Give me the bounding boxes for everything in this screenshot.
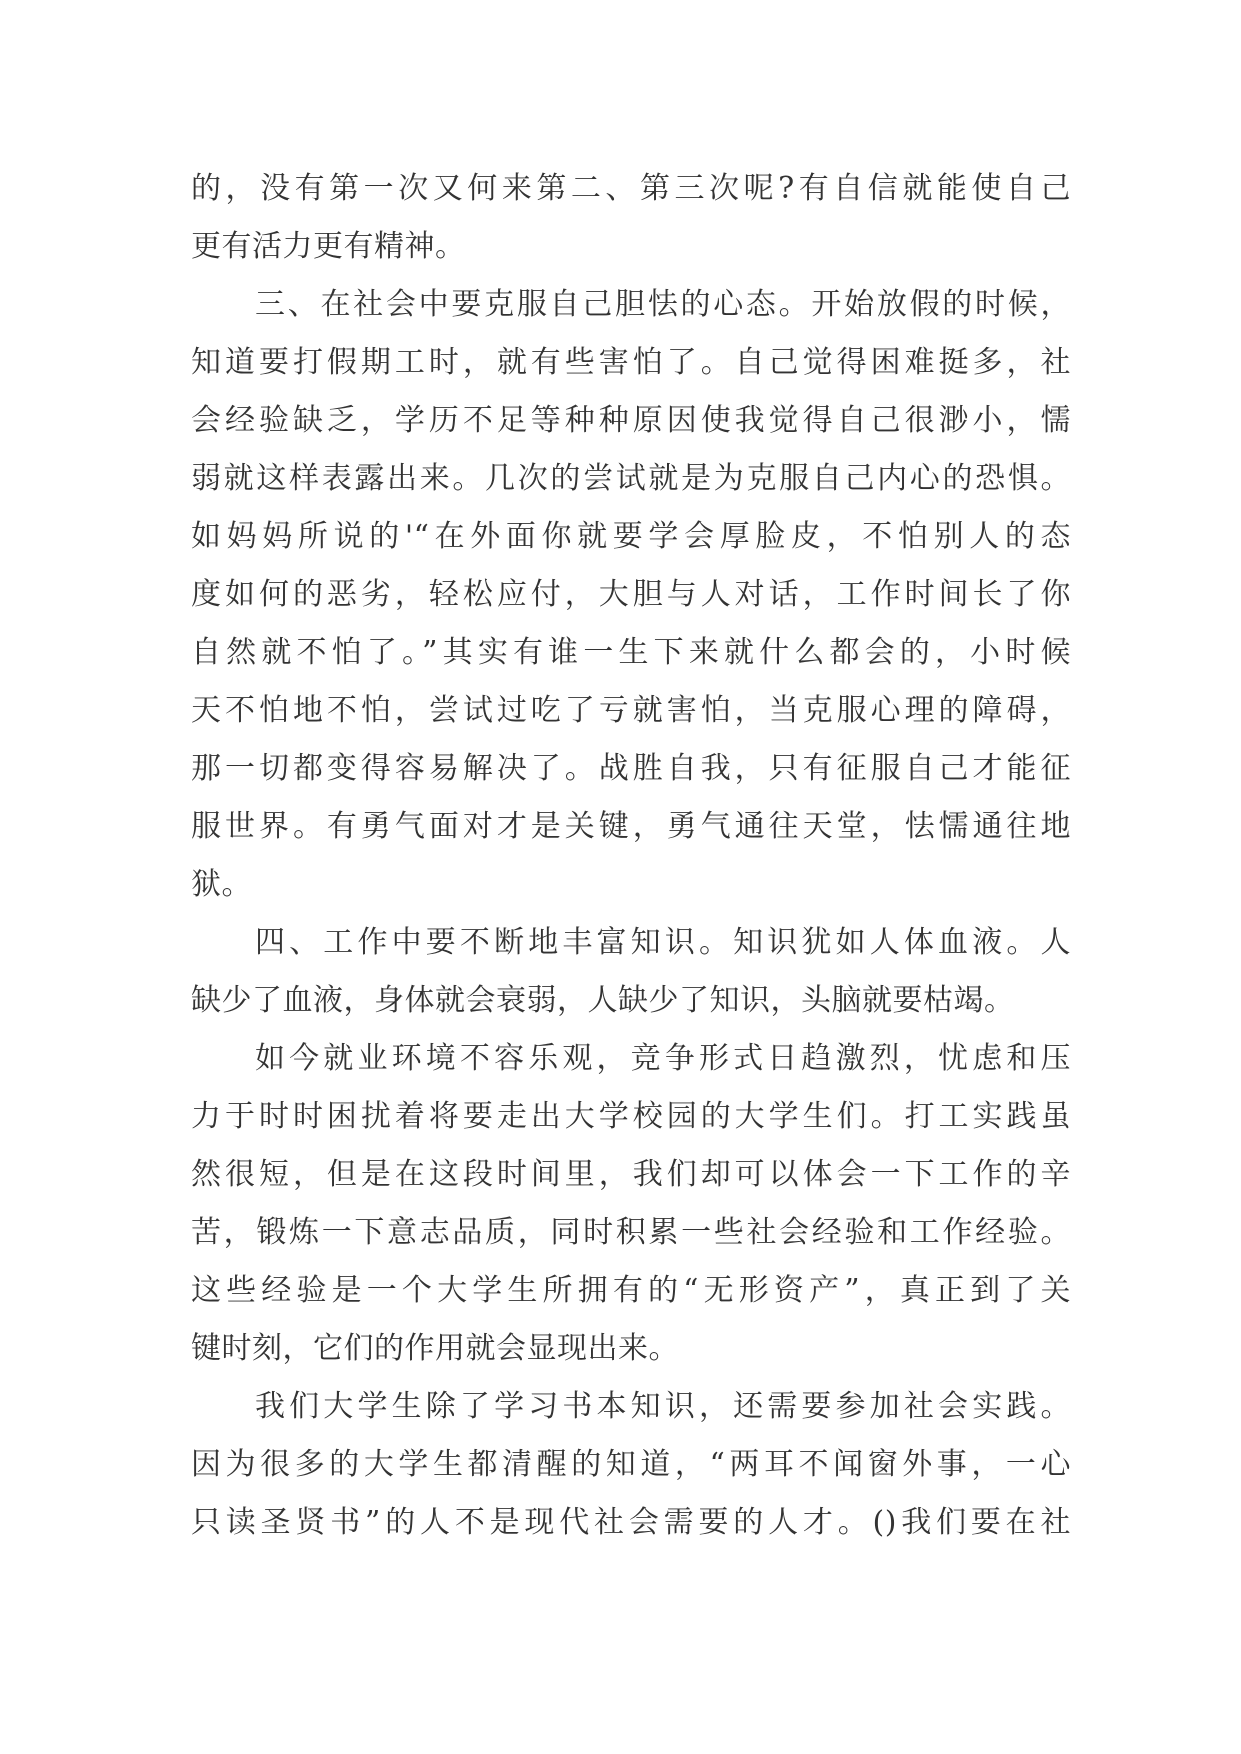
paragraph <box>191 276 1071 914</box>
text-line: 这些经验是一个大学生所拥有的“无形资产”，真正到了关 <box>191 1273 1071 1308</box>
text-line: 因为很多的大学生都清醒的知道，“两耳不闻窗外事，一心 <box>191 1447 1071 1482</box>
paragraph <box>191 160 1071 276</box>
text-line: 如今就业环境不容乐观，竞争形式日趋激烈，忧虑和压 <box>255 1041 1071 1076</box>
text-line: 缺少了血液，身体就会衰弱，人缺少了知识，头脑就要枯竭。 <box>191 983 1015 1018</box>
paragraph <box>191 1030 1071 1378</box>
text-line: 服世界。有勇气面对才是关键，勇气通往天堂，怯懦通往地 <box>191 809 1071 844</box>
paragraph <box>191 914 1071 1030</box>
text-line: 键时刻，它们的作用就会显现出来。 <box>191 1331 679 1366</box>
text-line: 弱就这样表露出来。几次的尝试就是为克服自己内心的恐惧。 <box>191 461 1071 496</box>
text-line: 会经验缺乏，学历不足等种种原因使我觉得自己很渺小，懦 <box>191 403 1071 438</box>
text-line: 然很短，但是在这段时间里，我们却可以体会一下工作的辛 <box>191 1157 1071 1192</box>
text-line: 更有活力更有精神。 <box>191 229 466 264</box>
text-line: 三、在社会中要克服自己胆怯的心态。开始放假的时候， <box>255 287 1071 322</box>
text-line: 狱。 <box>191 867 252 902</box>
text-line: 天不怕地不怕，尝试过吃了亏就害怕，当克服心理的障碍， <box>191 693 1071 728</box>
text-line: 自然就不怕了。”其实有谁一生下来就什么都会的，小时候 <box>191 635 1071 670</box>
body-text <box>191 160 1071 1552</box>
paragraph <box>191 1378 1071 1552</box>
text-line: 苦，锻炼一下意志品质，同时积累一些社会经验和工作经验。 <box>191 1215 1071 1250</box>
text-line: 度如何的恶劣，轻松应付，大胆与人对话，工作时间长了你 <box>191 577 1071 612</box>
text-line: 我们大学生除了学习书本知识，还需要参加社会实践。 <box>255 1389 1071 1424</box>
text-line: 如妈妈所说的'“在外面你就要学会厚脸皮，不怕别人的态 <box>191 519 1071 554</box>
text-line: 那一切都变得容易解决了。战胜自我，只有征服自己才能征 <box>191 751 1071 786</box>
text-line: 知道要打假期工时，就有些害怕了。自己觉得困难挺多，社 <box>191 345 1071 380</box>
text-line: 只读圣贤书”的人不是现代社会需要的人才。()我们要在社 <box>191 1505 1071 1540</box>
text-line: 四、工作中要不断地丰富知识。知识犹如人体血液。人 <box>255 925 1071 960</box>
text-line: 的，没有第一次又何来第二、第三次呢?有自信就能使自己 <box>191 171 1071 206</box>
text-line: 力于时时困扰着将要走出大学校园的大学生们。打工实践虽 <box>191 1099 1071 1134</box>
